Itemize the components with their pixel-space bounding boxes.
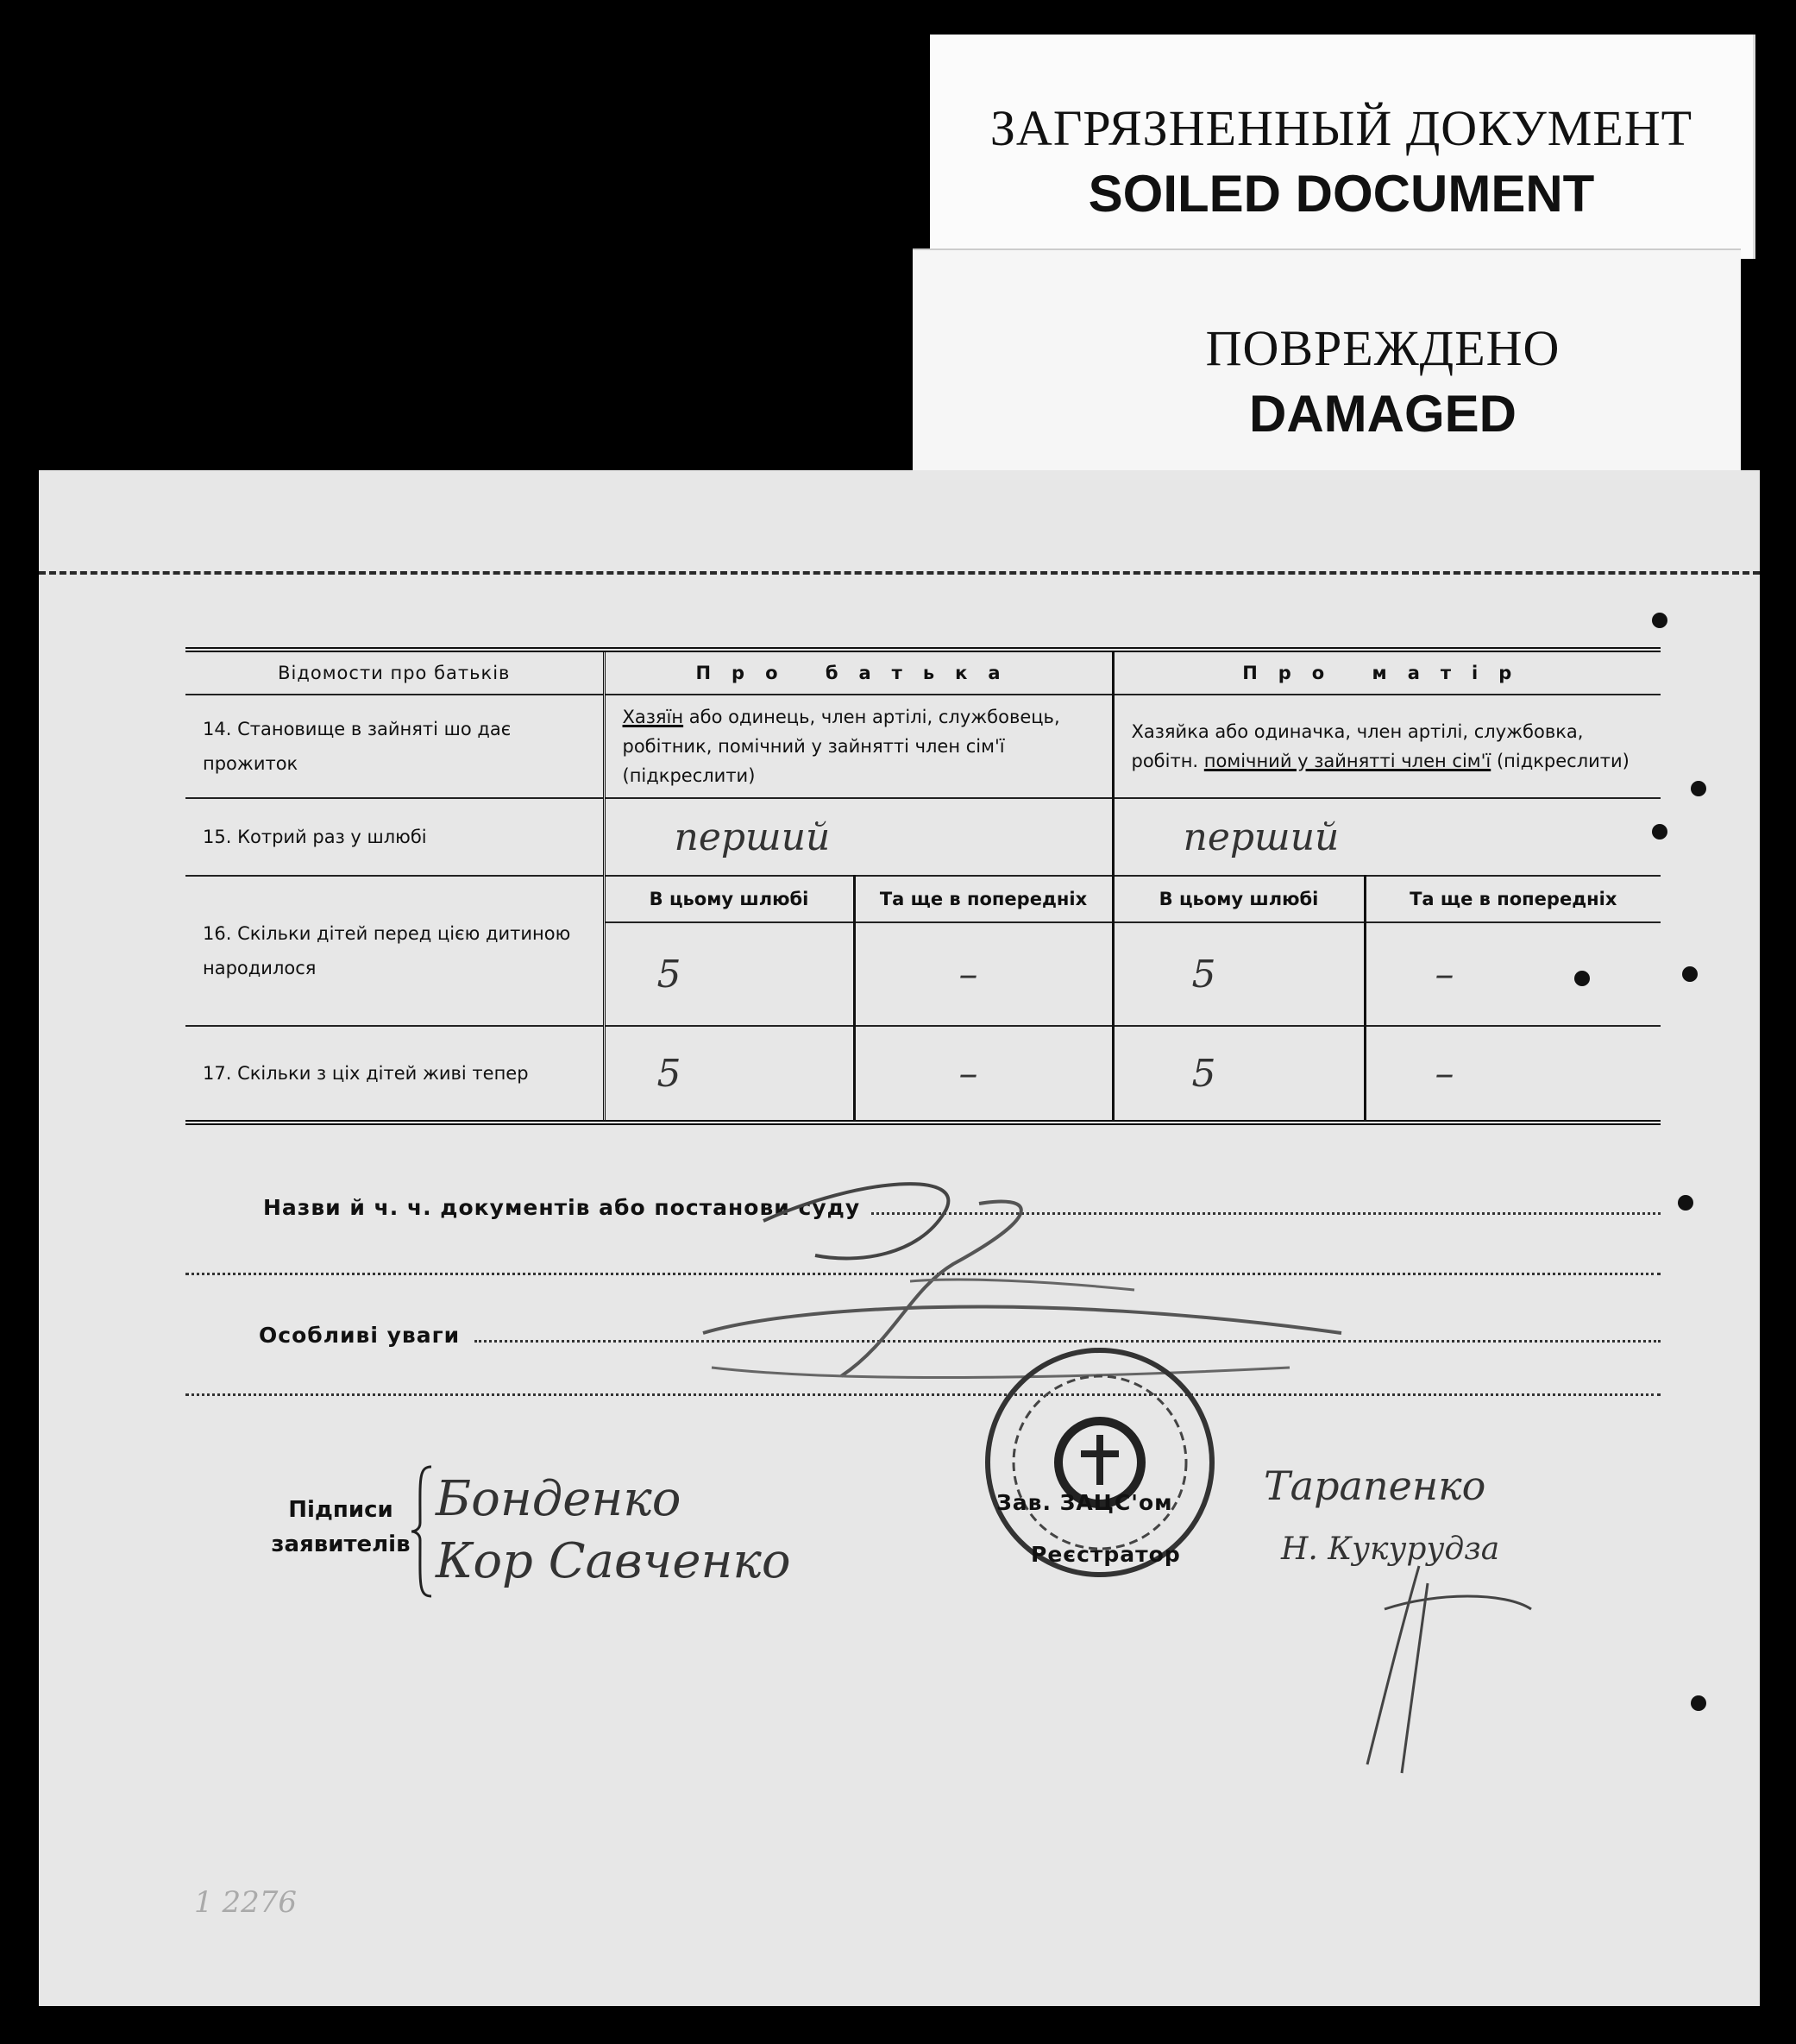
applicant-1-signature: Бонденко: [436, 1471, 681, 1527]
archive-number: 1 2276: [194, 1885, 297, 1920]
row-16-father-this-value: 5: [656, 952, 681, 997]
row-16-mother-prev-value: –: [1435, 952, 1454, 997]
row-14-father-text: Хазяїн або одинець, член артілі, службовець, робітник, помічний у зайнятті член сім'ї (підкреслити): [622, 707, 1060, 786]
row-17-label: 17. Скільки з ціх дітей живі тепер: [203, 1063, 529, 1084]
punch-hole: [1652, 613, 1667, 628]
table-header-row: [185, 650, 1661, 695]
soiled-label-en: SOILED DOCUMENT: [1088, 165, 1595, 223]
row-14-mother-text: Хазяйка або одиначка, член артілі, службовка, робітн. помічний у зайнятті член сім'ї (підкреслити): [1131, 721, 1630, 771]
row-17-father-this-value: 5: [656, 1051, 681, 1096]
row-14: [185, 695, 1661, 798]
row-17: [185, 1026, 1661, 1123]
row-16-father-this: [604, 922, 854, 1026]
row-15-father-handwriting: перший: [674, 814, 831, 859]
row-16-mother-this: [1113, 922, 1365, 1026]
row-17-father-prev-value: –: [958, 1051, 978, 1096]
signature-brace: [410, 1462, 436, 1601]
row-17-father-prev: [854, 1026, 1113, 1123]
registrar-signature: Н. Кукурудза: [1281, 1531, 1500, 1567]
registrar-label: Реєстратор: [1031, 1542, 1181, 1567]
punch-hole: [1678, 1195, 1693, 1211]
subheader-father-this: В цьому шлюбі: [604, 876, 854, 922]
damaged-label-en: DAMAGED: [1249, 385, 1517, 443]
row-15-mother-handwriting: перший: [1183, 814, 1340, 859]
row-14-label: 14. Становище в зайняті шо дає прожиток: [203, 719, 512, 774]
row-17-mother-this: [1113, 1026, 1365, 1123]
applicant-2-signature: Кор Савченко: [436, 1533, 791, 1589]
header-parents-info: Відомости про батьків: [278, 663, 511, 683]
subheader-father-prev: Та ще в попередніх: [854, 876, 1113, 922]
subheader-mother-this: В цьому шлюбі: [1113, 876, 1365, 922]
punch-hole: [1691, 1695, 1706, 1711]
row-16-mother-prev: [1365, 922, 1661, 1026]
row-15-father-value: [604, 798, 1113, 876]
applicants-signature-label: Підписи заявителів: [271, 1497, 411, 1557]
documents-field-label: Назви й ч. ч. документів або постанови суду: [263, 1195, 861, 1220]
row-14-mother-options: [1113, 695, 1661, 798]
subheader-row: [185, 876, 1661, 922]
punch-hole: [1691, 781, 1706, 796]
row-16-father-prev-value: –: [958, 952, 978, 997]
damaged-label-ru: ПОВРЕЖДЕНО: [1205, 320, 1561, 376]
soiled-label-ru: ЗАГРЯЗНЕННЫЙ ДОКУМЕНТ: [989, 100, 1693, 156]
punch-hole: [1574, 971, 1590, 986]
head-of-registry-label: Зав. ЗАЦС'ом: [996, 1490, 1173, 1515]
row-16-mother-this-value: 5: [1191, 952, 1216, 997]
soiled-document-label: [930, 35, 1755, 259]
row-17-father-this: [604, 1026, 854, 1123]
head-signature: Тарапенко: [1264, 1462, 1486, 1509]
row-16-father-prev: [854, 922, 1113, 1026]
row-17-mother-prev-value: –: [1435, 1051, 1454, 1096]
row-14-father-options: [604, 695, 1113, 798]
remarks-field-label: Особливі уваги: [259, 1323, 461, 1348]
row-15: [185, 798, 1661, 876]
row-15-label: 15. Котрий раз у шлюбі: [203, 827, 427, 847]
damaged-document-label: [913, 248, 1741, 470]
row-15-mother-value: [1113, 798, 1661, 876]
row-16-label: 16. Скільки дітей перед цією дитиною народилося: [185, 876, 604, 1026]
punch-hole: [1682, 966, 1698, 982]
subheader-mother-prev: Та ще в попередніх: [1365, 876, 1661, 922]
row-17-mother-prev: [1365, 1026, 1661, 1123]
row-17-mother-this-value: 5: [1191, 1051, 1216, 1096]
punch-hole: [1652, 824, 1667, 840]
parents-info-table: [185, 647, 1661, 1125]
registry-form-sheet: [39, 470, 1760, 2006]
registrar-signature-flourish: [1298, 1557, 1540, 1782]
header-about-mother: Про матір: [1113, 650, 1661, 695]
header-about-father: Про батька: [604, 650, 1113, 695]
